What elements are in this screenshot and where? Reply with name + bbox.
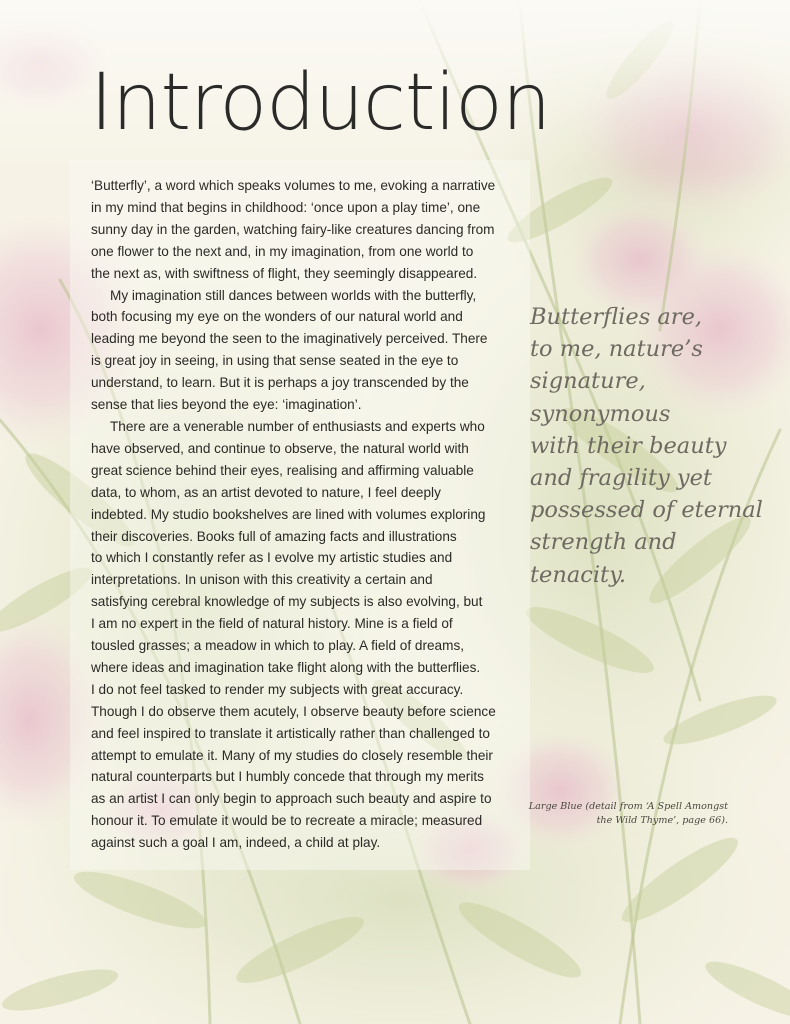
text-line: ‘Butterfly’, a word which speaks volumes to me, evoking a narrative bbox=[91, 178, 496, 193]
text-line: where ideas and imagination take flight along with the butterflies. bbox=[91, 659, 481, 675]
text-line: There are a venerable number of enthusiasts and experts who bbox=[110, 418, 485, 434]
text-line: sense that lies beyond the eye: ‘imagination’. bbox=[91, 397, 362, 413]
pull-quote-line: synonymous bbox=[530, 400, 671, 427]
text-line: their discoveries. Books full of amazing facts and illustrations bbox=[91, 528, 457, 544]
pull-quote-line: tenacity. bbox=[530, 561, 626, 588]
text-line: My imagination still dances between worlds with the butterfly, bbox=[110, 287, 477, 303]
text-line: sunny day in the garden, watching fairy-like creatures dancing from bbox=[91, 221, 495, 237]
paragraph bbox=[91, 175, 511, 285]
body-text bbox=[91, 175, 511, 854]
pull-quote-line: to me, nature’s bbox=[530, 336, 703, 363]
paragraph bbox=[91, 285, 511, 416]
text-line: one flower to the next and, in my imagination, from one world to bbox=[91, 243, 474, 259]
text-line: have observed, and continue to observe, the natural world with bbox=[91, 440, 469, 456]
pull-quote-line: with their beauty bbox=[530, 432, 727, 459]
text-line: natural counterparts but I humbly concede that through my merits bbox=[91, 769, 484, 785]
text-line: is great joy in seeing, in using that sense seated in the eye to bbox=[91, 353, 459, 369]
text-line: tousled grasses; a meadow in which to play. A field of dreams, bbox=[91, 638, 465, 654]
pull-quote-line: strength and bbox=[530, 529, 677, 556]
text-line: leading me beyond the seen to the imaginatively perceived. There bbox=[91, 331, 488, 347]
text-line: understand, to learn. But it is perhaps a joy transcended by the bbox=[91, 375, 469, 391]
text-line: indebted. My studio bookshelves are lined with volumes exploring bbox=[91, 506, 486, 522]
text-line: the next as, with swiftness of flight, they seemingly disappeared. bbox=[91, 265, 478, 281]
text-line: interpretations. In unison with this creativity a certain and bbox=[91, 572, 433, 588]
text-line: satisfying cerebral knowledge of my subjects is also evolving, but bbox=[91, 594, 483, 610]
text-line: I am no expert in the field of natural history. Mine is a field of bbox=[91, 616, 453, 632]
caption-line: the Wild Thyme’, page 66). bbox=[596, 815, 728, 826]
text-line: and feel inspired to translate it artistically rather than challenged to bbox=[91, 725, 490, 741]
image-caption bbox=[520, 800, 728, 828]
pull-quote-line: possessed of eternal bbox=[530, 497, 763, 524]
text-line: both focusing my eye on the wonders of our natural world and bbox=[91, 309, 463, 325]
paragraph bbox=[91, 416, 511, 854]
text-line: Though I do observe them acutely, I observe beauty before science bbox=[91, 703, 496, 719]
pull-quote-line: Butterflies are, bbox=[530, 304, 703, 330]
text-line: as an artist I can only begin to approach such beauty and aspire to bbox=[91, 791, 492, 807]
text-line: to which I constantly refer as I evolve my artistic studies and bbox=[91, 550, 453, 566]
pull-quote bbox=[530, 301, 770, 591]
text-line: in my mind that begins in childhood: ‘once upon a play time’, one bbox=[91, 199, 481, 215]
text-line: I do not feel tasked to render my subjects with great accuracy. bbox=[91, 681, 464, 697]
caption-line: Large Blue (detail from ‘A Spell Amongst bbox=[528, 801, 728, 812]
text-line: against such a goal I am, indeed, a child at play. bbox=[91, 835, 381, 851]
text-line: data, to whom, as an artist devoted to nature, I feel deeply bbox=[91, 484, 441, 500]
text-line: great science behind their eyes, realising and affirming valuable bbox=[91, 462, 474, 478]
pull-quote-line: signature, bbox=[530, 368, 646, 395]
text-line: attempt to emulate it. Many of my studies do closely resemble their bbox=[91, 747, 493, 763]
text-line: honour it. To emulate it would be to recreate a miracle; measured bbox=[91, 813, 483, 829]
page-title: Introduction bbox=[90, 58, 551, 148]
pull-quote-line: and fragility yet bbox=[530, 465, 712, 492]
